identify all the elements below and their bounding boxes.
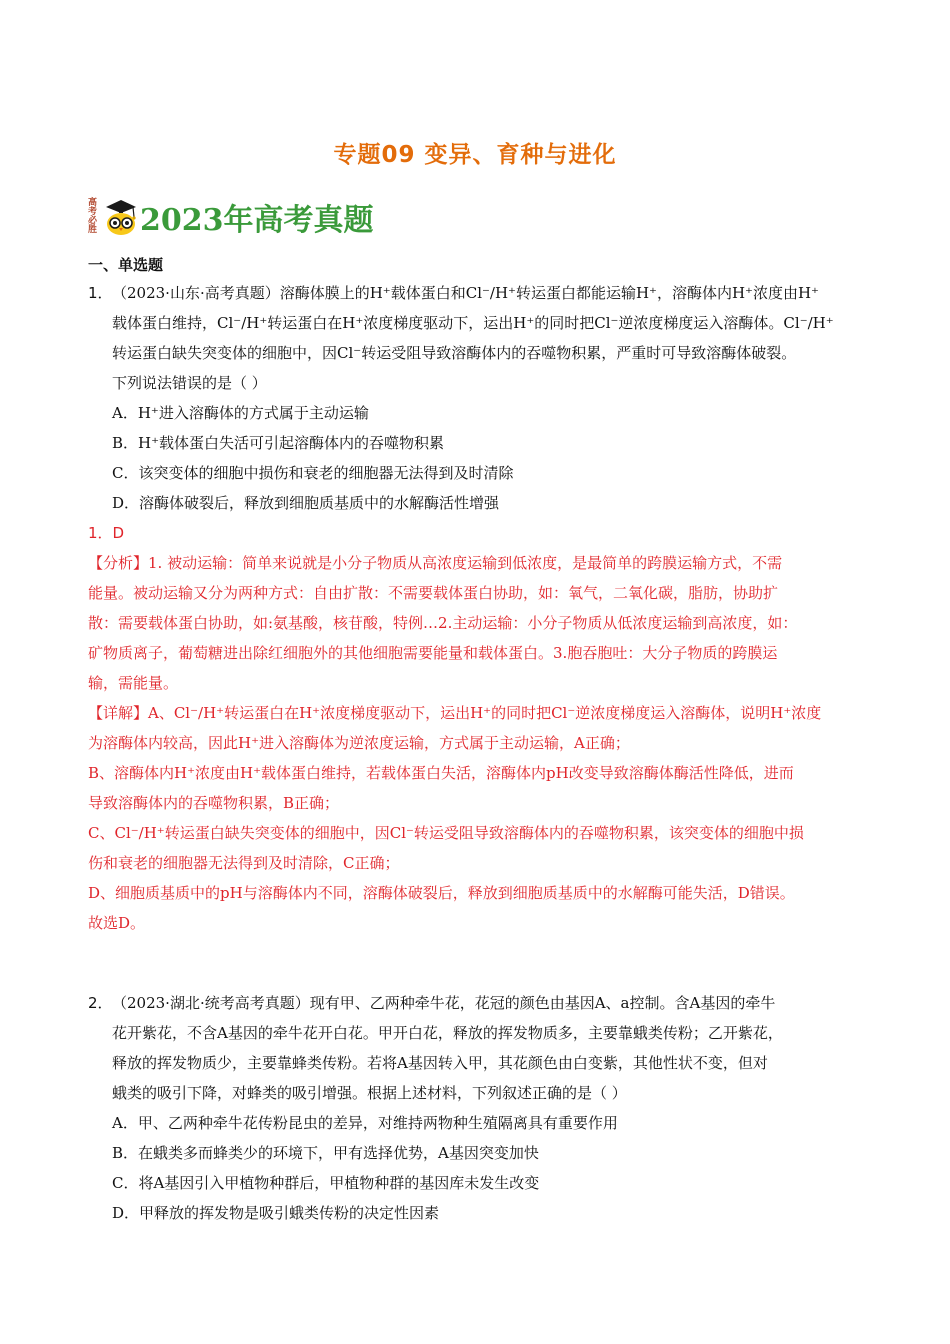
analysis-line: 矿物质离子，葡萄糖进出除红细胞外的其他细胞需要能量和载体蛋白。3.胞吞胞吐：大分子物质的跨膜运 <box>88 644 778 662</box>
graduate-owl-icon <box>104 197 138 237</box>
question-stem-line: （2023·湖北·统考高考真题）现有甲、乙两种牵牛花，花冠的颜色由基因A、a控制。含A基因的牵牛 <box>112 994 776 1012</box>
answer-line: 1．D <box>88 524 125 542</box>
detail-line: 【详解】A、Cl⁻/H⁺转运蛋白在H⁺浓度梯度驱动下，运出H⁺的同时把Cl⁻逆浓度梯度运入溶酶体，说明H⁺浓度 <box>88 704 822 722</box>
detail-line: 伤和衰老的细胞器无法得到及时清除，C正确； <box>88 854 400 872</box>
detail-line: 故选D。 <box>88 914 146 932</box>
question-number: 2． <box>88 994 113 1012</box>
question-1 <box>88 278 868 938</box>
question-stem-line: 释放的挥发物质少，主要靠蜂类传粉。若将A基因转入甲，其花颜色由白变紫，其他性状不变，但对 <box>112 1054 768 1072</box>
option-a: A．H⁺进入溶酶体的方式属于主动运输 <box>112 404 369 422</box>
badge-text: 高 考 必 胜 <box>88 198 98 235</box>
page-title: 专题09 变异、育种与进化 <box>333 142 617 168</box>
detail-line: D、细胞质基质中的pH与溶酶体内不同，溶酶体破裂后，释放到细胞质基质中的水解酶可能失活，D错误。 <box>88 884 795 902</box>
option-d: D．溶酶体破裂后，释放到细胞质基质中的水解酶活性增强 <box>112 494 500 512</box>
question-stem-line: 花开紫花，不含A基因的牵牛花开白花。甲开白花，释放的挥发物质多，主要靠蛾类传粉；乙开紫花， <box>112 1024 783 1042</box>
detail-line: 导致溶酶体内的吞噬物积累，B正确； <box>88 794 340 812</box>
question-2 <box>88 988 868 1228</box>
question-number: 1． <box>88 284 113 302</box>
detail-line: B、溶酶体内H⁺浓度由H⁺载体蛋白维持，若载体蛋白失活，溶酶体内pH改变导致溶酶体酶活性降低，进而 <box>88 764 794 782</box>
question-stem-line: 下列说法错误的是（ ） <box>112 374 267 392</box>
option-d: D．甲释放的挥发物是吸引蛾类传粉的决定性因素 <box>112 1204 440 1222</box>
analysis-line: 【分析】1. 被动运输：简单来说就是小分子物质从高浓度运输到低浓度，是最简单的跨膜运输方式，不需 <box>88 554 783 572</box>
question-stem-line: 载体蛋白维持，Cl⁻/H⁺转运蛋白在H⁺浓度梯度驱动下，运出H⁺的同时把Cl⁻逆浓度梯度运入溶酶体。Cl⁻/H⁺ <box>112 314 834 332</box>
option-c: C．将A基因引入甲植物种群后，甲植物种群的基因库未发生改变 <box>112 1174 540 1192</box>
question-stem-line: 转运蛋白缺失突变体的细胞中，因Cl⁻转运受阻导致溶酶体内的吞噬物积累，严重时可导致溶酶体破裂。 <box>112 344 797 362</box>
analysis-line: 能量。被动运输又分为两种方式：自由扩散：不需要载体蛋白协助，如：氧气，二氧化碳，脂肪，协助扩 <box>88 584 779 602</box>
banner-heading: 2023年高考真题 <box>140 203 374 238</box>
question-stem-line: 蛾类的吸引下降，对蜂类的吸引增强。根据上述材料，下列叙述正确的是（ ） <box>112 1084 627 1102</box>
option-a: A．甲、乙两种牵牛花传粉昆虫的差异，对维持两物种生殖隔离具有重要作用 <box>112 1114 618 1132</box>
analysis-line: 输，需能量。 <box>88 674 179 692</box>
question-stem-line: （2023·山东·高考真题）溶酶体膜上的H⁺载体蛋白和Cl⁻/H⁺转运蛋白都能运输H⁺，溶酶体内H⁺浓度由H⁺ <box>112 284 819 302</box>
analysis-line: 散：需要载体蛋白协助，如:氨基酸，核苷酸，特例…2.主动运输：小分子物质从低浓度运输到高浓度，如： <box>88 614 798 632</box>
option-b: B．在蛾类多而蜂类少的环境下，甲有选择优势，A基因突变加快 <box>112 1144 539 1162</box>
detail-line: C、Cl⁻/H⁺转运蛋白缺失突变体的细胞中，因Cl⁻转运受阻导致溶酶体内的吞噬物积累，该突变体的细胞中损 <box>88 824 804 842</box>
section-heading: 一、单选题 <box>88 256 164 274</box>
year-banner <box>88 192 374 242</box>
detail-line: 为溶酶体内较高，因此H⁺进入溶酶体为逆浓度运输，方式属于主动运输，A正确； <box>88 734 630 752</box>
option-b: B．H⁺载体蛋白失活可引起溶酶体内的吞噬物积累 <box>112 434 445 452</box>
option-c: C．该突变体的细胞中损伤和衰老的细胞器无法得到及时清除 <box>112 464 514 482</box>
